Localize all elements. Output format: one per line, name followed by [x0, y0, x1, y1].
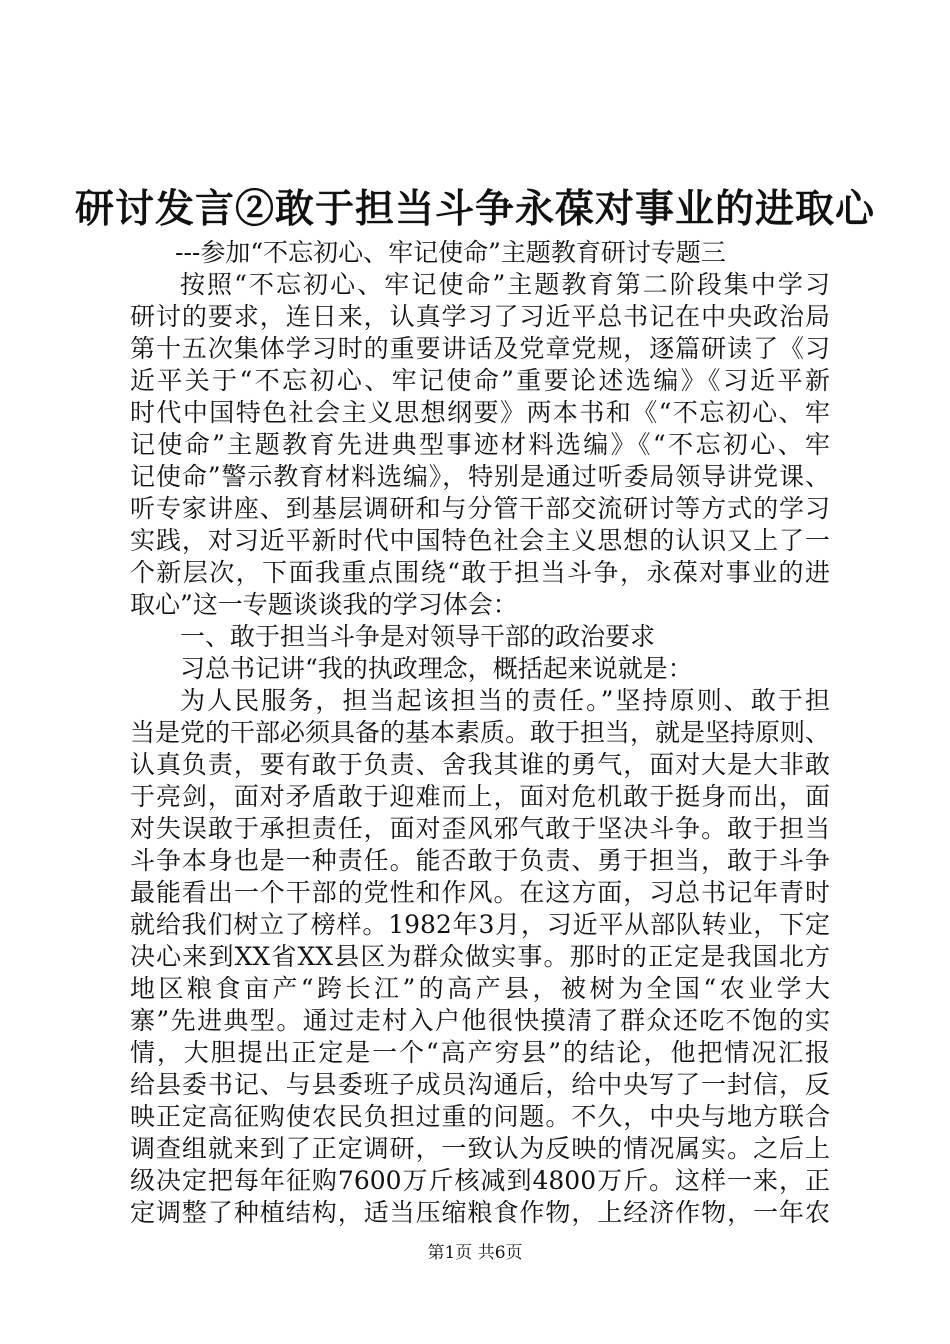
paragraph-line: 个新层次，下面我重点围绕“敢于担当斗争，永葆对事业的进: [130, 558, 830, 587]
paragraph-line: 对失误敢于承担责任，面对歪风邪气敢于坚决斗争。敢于担当: [130, 814, 830, 843]
page-number: 第1页 共6页: [427, 1243, 523, 1263]
paragraph-line: 最能看出一个干部的党性和作风。在这方面，习总书记年青时: [130, 878, 830, 907]
document-subtitle: ---参加“不忘初心、牢记使命”主题教育研讨专题三: [175, 238, 726, 267]
paragraph-line: 映正定高征购使农民负担过重的问题。不久，中央与地方联合: [130, 1102, 830, 1131]
paragraph-line: 记使命”主题教育先进典型事迹材料选编》《“不忘初心、牢: [130, 430, 830, 459]
paragraph-line: 第十五次集体学习时的重要讲话及党章党规，逐篇研读了《习: [130, 334, 830, 363]
paragraph-line: 按照“不忘初心、牢记使命”主题教育第二阶段集中学习: [180, 270, 830, 299]
paragraph-line: 认真负责，要有敢于负责、舍我其谁的勇气，面对大是大非敢: [130, 750, 830, 779]
paragraph-line: 时代中国特色社会主义思想纲要》两本书和《“不忘初心、牢: [130, 398, 830, 427]
paragraph-line: 斗争本身也是一种责任。能否敢于负责、勇于担当，敢于斗争: [130, 846, 830, 875]
paragraph-line: 就给我们树立了榜样。1982年3月，习近平从部队转业，下定: [130, 910, 830, 939]
paragraph-line: 定调整了种植结构，适当压缩粮食作物，上经济作物，一年农: [130, 1198, 830, 1227]
paragraph-line: 实践，对习近平新时代中国特色社会主义思想的认识又上了一: [130, 526, 830, 555]
paragraph-line: 取心”这一专题谈谈我的学习体会：: [130, 590, 518, 619]
paragraph-line: 决心来到XX省XX县区为群众做实事。那时的正定是我国北方: [130, 942, 830, 971]
paragraph-line: 寨”先进典型。通过走村入户他很快摸清了群众还吃不饱的实: [130, 1006, 830, 1035]
paragraph-line: 听专家讲座、到基层调研和与分管干部交流研讨等方式的学习: [130, 494, 830, 523]
paragraph-line: 级决定把每年征购7600万斤核减到4800万斤。这样一来，正: [130, 1166, 830, 1195]
section-heading: 一、敢于担当斗争是对领导干部的政治要求: [180, 622, 656, 651]
paragraph-line: 地区粮食亩产“跨长江”的高产县，被树为全国“农业学大: [130, 974, 830, 1003]
paragraph-line: 近平关于“不忘初心、牢记使命”重要论述选编》《习近平新: [130, 366, 830, 395]
paragraph-line: 为人民服务，担当起该担当的责任。”坚持原则、敢于担: [180, 686, 830, 715]
paragraph-line: 当是党的干部必须具备的基本素质。敢于担当，就是坚持原则、: [130, 718, 830, 747]
paragraph-line: 记使命”警示教育材料选编》，特别是通过听委局领导讲党课、: [130, 462, 830, 491]
paragraph-line: 研讨的要求，连日来，认真学习了习近平总书记在中央政治局: [130, 302, 830, 331]
paragraph-line: 习总书记讲“我的执政理念，概括起来说就是：: [180, 654, 693, 683]
paragraph-line: 给县委书记、与县委班子成员沟通后，给中央写了一封信，反: [130, 1070, 830, 1099]
paragraph-line: 于亮剑，面对矛盾敢于迎难而上，面对危机敢于挺身而出，面: [130, 782, 830, 811]
paragraph-line: 调查组就来到了正定调研，一致认为反映的情况属实。之后上: [130, 1134, 830, 1163]
paragraph-line: 情，大胆提出正定是一个“高产穷县”的结论，他把情况汇报: [130, 1038, 830, 1067]
document-title: 研讨发言②敢于担当斗争永葆对事业的进取心: [74, 186, 875, 232]
